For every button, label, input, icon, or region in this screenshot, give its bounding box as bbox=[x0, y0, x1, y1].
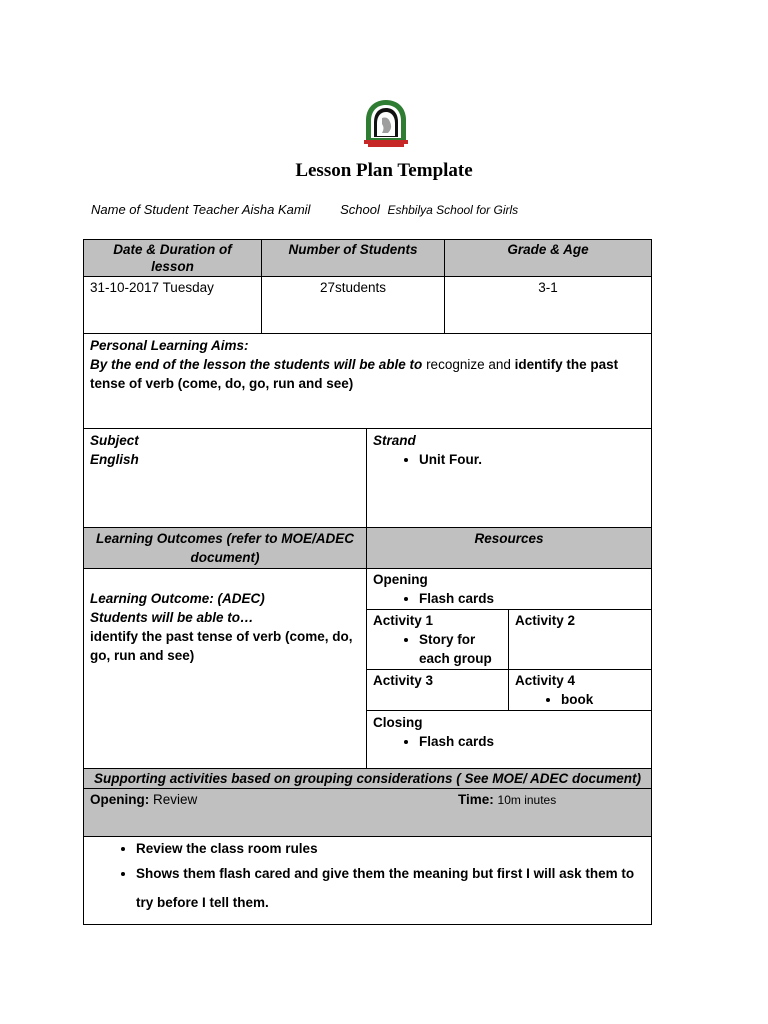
learning-outcome-cell bbox=[84, 569, 367, 770]
student-teacher-label: Name of Student Teacher bbox=[91, 202, 239, 217]
closing-resource-label: Closing bbox=[373, 715, 423, 730]
lesson-date: 31-10-2017 Tuesday bbox=[84, 277, 262, 334]
strand-label: Strand bbox=[373, 433, 416, 448]
supporting-item: • Shows them flash cared and give them the meaning but first I will ask them to try before I tell them. bbox=[136, 859, 641, 917]
lesson-plan-table bbox=[83, 239, 652, 770]
school-name: Eshbilya School for Girls bbox=[387, 203, 519, 217]
school-label: School bbox=[340, 202, 380, 217]
student-count: 27students bbox=[262, 277, 445, 334]
strand-cell bbox=[367, 429, 652, 528]
time-label: Time: bbox=[458, 792, 494, 807]
page-title: Lesson Plan Template bbox=[295, 160, 473, 181]
opening-time-row bbox=[84, 789, 652, 837]
opening-resource-label: Opening bbox=[373, 572, 428, 587]
learning-outcome-label: Learning Outcome: (ADEC) bbox=[90, 591, 265, 606]
time-info bbox=[458, 790, 556, 810]
teacher-info-line bbox=[91, 202, 518, 217]
opening-resource-cell bbox=[367, 569, 652, 610]
activity-4-item: • book bbox=[561, 690, 645, 709]
activity-1-label: Activity 1 bbox=[373, 613, 434, 628]
subject-cell bbox=[84, 429, 367, 528]
personal-learning-aims bbox=[84, 334, 652, 429]
activity-4-label: Activity 4 bbox=[515, 673, 576, 688]
opening-value: Review bbox=[153, 792, 198, 807]
number-of-students-header: Number of Students bbox=[262, 240, 445, 277]
opening-resource-item: • Flash cards bbox=[419, 589, 645, 608]
activity-3-cell bbox=[367, 670, 509, 711]
learning-outcomes-header: Learning Outcomes (refer to MOE/ADEC document) bbox=[84, 528, 367, 569]
strand-item: • Unit Four. bbox=[419, 450, 645, 469]
closing-resource-cell bbox=[367, 711, 652, 770]
activity-2-cell bbox=[509, 610, 652, 670]
student-teacher-name: Aisha Kamil bbox=[241, 202, 311, 217]
school-crest-logo bbox=[360, 96, 412, 150]
learning-outcome-text: identify the past tense of verb (come, do, go, run and see) bbox=[90, 629, 353, 663]
aims-text: By the end of the lesson the students will be able to recognize and identify the past tense of verb (come, do, go, run and see) bbox=[90, 357, 619, 391]
closing-resource-item: • Flash cards bbox=[419, 732, 645, 751]
supporting-item: • Review the class room rules bbox=[136, 837, 641, 859]
activity-1-cell bbox=[367, 610, 509, 670]
grade-age-header: Grade & Age bbox=[445, 240, 652, 277]
supporting-activities-table bbox=[83, 768, 652, 925]
activity-1-item: • Story for each group bbox=[419, 630, 502, 668]
subject-label: Subject bbox=[90, 433, 139, 448]
learning-outcome-intro: Students will be able to… bbox=[90, 610, 254, 625]
resources-header: Resources bbox=[367, 528, 652, 569]
time-value: 10m inutes bbox=[497, 793, 557, 807]
supporting-activities-list-cell bbox=[84, 837, 652, 925]
grade-age: 3-1 bbox=[445, 277, 652, 334]
aims-label: Personal Learning Aims: bbox=[90, 338, 249, 353]
activity-3-label: Activity 3 bbox=[373, 673, 434, 688]
supporting-activities-header: Supporting activities based on grouping considerations ( See MOE/ ADEC document) bbox=[84, 769, 652, 789]
activity-2-label: Activity 2 bbox=[515, 613, 576, 628]
opening-label: Opening: bbox=[90, 792, 150, 807]
date-duration-header: Date & Duration of lesson bbox=[84, 240, 262, 277]
activity-4-cell bbox=[509, 670, 652, 711]
subject-value: English bbox=[90, 452, 139, 467]
